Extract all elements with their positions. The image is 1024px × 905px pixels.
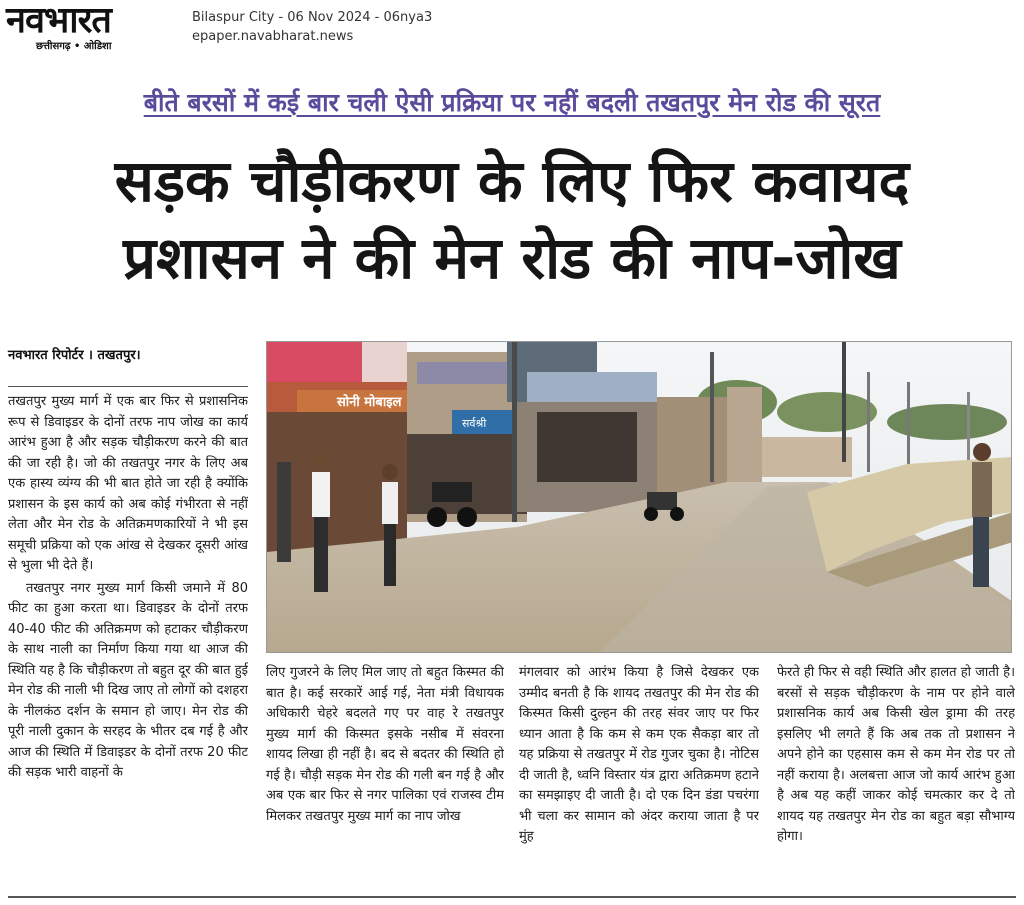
edition-region: छत्तीसगढ़ • ओडिशा: [36, 41, 112, 52]
page-bottom-rule: [8, 896, 1016, 898]
article-column-2: लिए गुजरने के लिए मिल जाए तो बहुत किस्मत की बात है। कई सरकारें आई गई, नेता मंत्री विधायक अधिकारी चेहरे बदलते गए पर वाह रे तखतपुर मुख्य मार्ग की किस्मत इसके नसीब में संवरना शायद लिखा ही नहीं है। बद से बदतर की स्थिति हो गई है। चौड़ी सड़क मेन रोड की गली बन गई है और अब एक बार फिर से नगर पालिका एवं राजस्व टीम मिलकर तखतपुर मुख्य मार्ग का नाप जोख: [266, 665, 504, 824]
headline-line-1: सड़क चौड़ीकरण के लिए फिर कवायद: [114, 147, 910, 215]
masthead: [0, 0, 1024, 52]
newspaper-logo: [0, 0, 180, 52]
byline-divider: [8, 386, 248, 387]
shop-sign-text: सोनी मोबाइल: [337, 395, 402, 410]
paragraph: तखतपुर नगर मुख्य मार्ग किसी जमाने में 80 फीट का हुआ करता था। डिवाइडर के दोनों तरफ 40-40 फीट की अतिक्रमण को हटाकर चौड़ीकरण के साथ नाली का निर्माण किया गया था आज की स्थिति यह है कि चौड़ीकरण तो बहुत दूर की बात हुई मेन रोड की नाली भी दिख जाए तो लोगों को दशहरा के नीलकंठ दर्शन के समान हो जाए। मेन रोड की पूरी नाली दुकान के सरहद के भीतर दब गई है और आज की स्थिति में डिवाइडर के दोनों तरफ 20 फीट की सड़क भारी वाहनों के: [8, 580, 248, 780]
epaper-meta: [192, 8, 432, 46]
article-column-1: [8, 392, 248, 892]
street-photo: [266, 341, 1012, 653]
article-column-3: मंगलवार को आरंभ किया है जिसे देखकर एक उम्मीद बनती है कि शायद तखतपुर की मेन रोड की किस्मत किसी दुल्हन की तरह संवर जाए पर फिर ध्यान आता है कि कम से कम एक सैकड़ा बार तो यह प्रक्रिया से तखतपुर में रोड गुजर चुका है। नोटिस दी जाती है, ध्वनि विस्तार यंत्र द्वारा अतिक्रमण हटाने का समझाइए दी जाती है। दो एक दिन डंडा पचरंगा भी चला कर सामान को अंदर कराया जाता है पर मुंह: [519, 665, 759, 844]
paragraph: तखतपुर मुख्य मार्ग में एक बार फिर से प्रशासनिक रूप से डिवाइडर के दोनों तरफ नाप जोख का कार्य आरंभ हुआ है और सड़क चौड़ीकरण करने की बात की जा रही है। जो की तखतपुर नगर के लिए अब एक हास्य व्यंग्य की भी बात होते जा रही है क्योंकि प्रशासन के इस कार्य को अब कोई गंभीरता से नहीं लेता और मेन रोड के अतिक्रमणकारियों ने भी इस समूची प्रक्रिया को एक आंख से देखकर दूसरी आंख से भुला भी देते हैं।: [8, 394, 248, 573]
byline: नवभारत रिपोर्टर । तखतपुर।: [8, 348, 141, 363]
shop-sign-text-2: सर्वश्री: [462, 417, 487, 430]
article-column-4: फेरते ही फिर से वही स्थिति और हालत हो जाती है। बरसों से सड़क चौड़ीकरण के नाम पर होने वाले प्रशासनिक कार्य अब किसी खेल ड्रामा की तरह इसलिए भी लगते हैं कि अब तक तो प्रशासन ने अपने होने का एहसास कम से कम मेन रोड पर तो नहीं कराया है। अलबत्ता आज जो कार्य आरंभ हुआ है अब यह कहीं जाकर कोई चमत्कार कर दे तो शायद यह तखतपुर मेन रोड का बहुत बड़ा सौभाग्य होगा।: [777, 665, 1015, 844]
site-url: epaper.navabharat.news: [192, 29, 354, 44]
logo-text: नवभारत: [6, 0, 111, 41]
street-scene-illustration: [267, 342, 1012, 653]
headline-line-2: प्रशासन ने की मेन रोड की नाप-जोख: [123, 224, 901, 292]
article-kicker: बीते बरसों में कई बार चली ऐसी प्रक्रिया पर नहीं बदली तखतपुर मेन रोड की सूरत: [143, 88, 881, 117]
edition-line: Bilaspur City - 06 Nov 2024 - 06nya3: [192, 10, 433, 25]
